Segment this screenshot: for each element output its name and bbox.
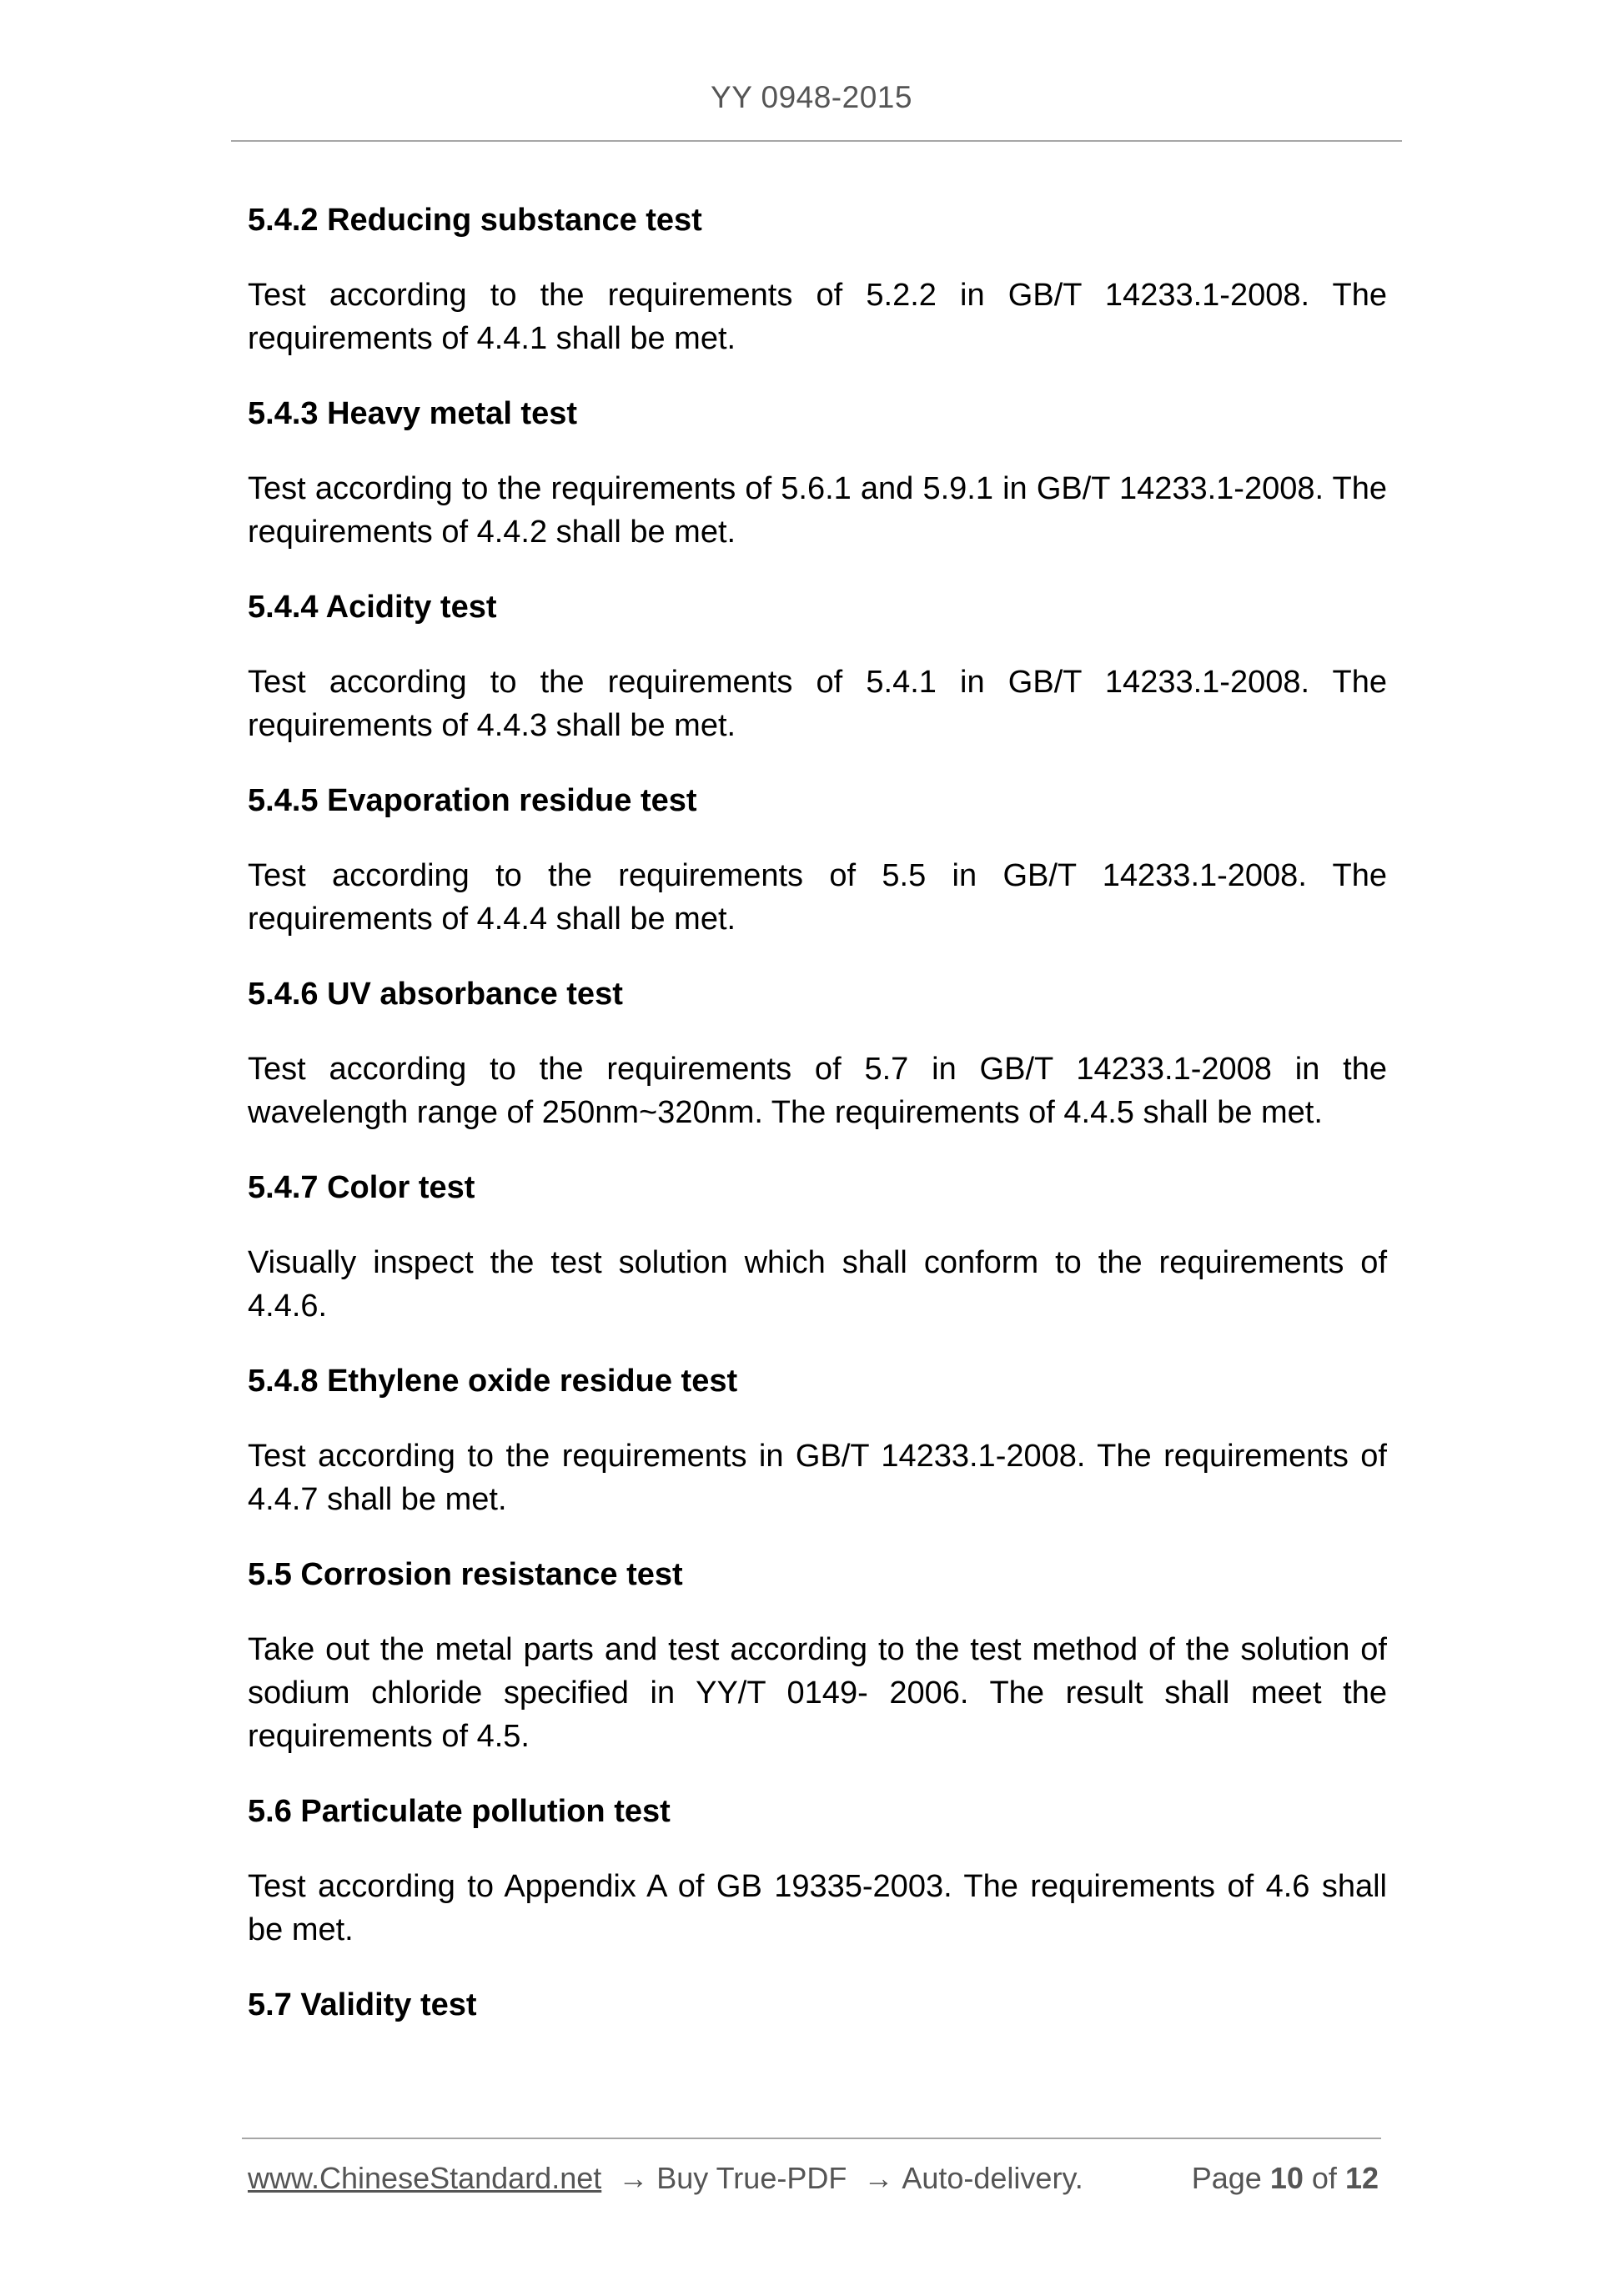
page-total: 12 <box>1344 2161 1379 2195</box>
section-heading: 5.4.2 Reducing substance test <box>248 203 702 238</box>
page-label: Page <box>1191 2161 1262 2195</box>
header-divider <box>231 140 1402 142</box>
section-5-4-6 <box>248 972 1387 1134</box>
section-heading: 5.4.3 Heavy metal test <box>248 396 578 431</box>
section-heading: 5.6 Particulate pollution test <box>248 1794 671 1829</box>
footer-divider <box>242 2138 1381 2139</box>
section-5-6 <box>248 1790 1387 1952</box>
section-paragraph: Test according to the requirements of 5.7 in GB/T 14233.1-2008 in the wavelength range of 250nm~320nm. The requirements of 4.4.5 shall be met. <box>248 1052 1387 1130</box>
section-paragraph: Take out the metal parts and test according to the test method of the solution of sodium chloride specified in YY/T 0149- 2006. The result shall meet the requirements of 4.5. <box>248 1632 1387 1754</box>
section-5-4-5 <box>248 779 1387 941</box>
section-paragraph: Test according to the requirements of 5.5 in GB/T 14233.1-2008. The requirements of 4.4.4 shall be met. <box>248 858 1387 937</box>
arrow-right-icon: → <box>863 2161 894 2195</box>
section-paragraph: Test according to the requirements of 5.2.2 in GB/T 14233.1-2008. The requirements of 4.4.1 shall be met. <box>248 278 1387 356</box>
section-5-5 <box>248 1553 1387 1758</box>
section-heading: 5.4.6 UV absorbance test <box>248 977 623 1012</box>
section-paragraph: Test according to the requirements of 5.4.1 in GB/T 14233.1-2008. The requirements of 4.4.3 shall be met. <box>248 665 1387 743</box>
section-heading: 5.4.7 Color test <box>248 1170 475 1205</box>
section-paragraph: Test according to the requirements of 5.6.1 and 5.9.1 in GB/T 14233.1-2008. The requirements of 4.4.2 shall be met. <box>248 471 1387 550</box>
section-heading: 5.4.8 Ethylene oxide residue test <box>248 1364 738 1399</box>
website-link[interactable]: www.ChineseStandard.net <box>248 2161 602 2195</box>
section-5-7 <box>248 1983 1387 2027</box>
section-5-4-7 <box>248 1166 1387 1328</box>
document-code-header: YY 0948-2015 <box>711 80 912 114</box>
section-paragraph: Test according to the requirements in GB/T 14233.1-2008. The requirements of 4.4.7 shall be met. <box>248 1439 1387 1517</box>
section-5-4-3 <box>248 392 1387 554</box>
section-5-4-8 <box>248 1359 1387 1521</box>
section-5-4-4 <box>248 585 1387 747</box>
footer-promo <box>248 2158 1083 2198</box>
section-5-4-2 <box>248 198 1387 360</box>
section-paragraph: Test according to Appendix A of GB 19335-2003. The requirements of 4.6 shall be met. <box>248 1869 1387 1947</box>
page-current: 10 <box>1269 2161 1304 2195</box>
buy-true-pdf-text: Buy True-PDF <box>656 2161 847 2195</box>
of-label: of <box>1311 2161 1337 2195</box>
section-heading: 5.7 Validity test <box>248 1987 477 2022</box>
section-heading: 5.5 Corrosion resistance test <box>248 1557 683 1592</box>
section-heading: 5.4.4 Acidity test <box>248 590 497 625</box>
section-paragraph: Visually inspect the test solution which shall conform to the requirements of 4.4.6. <box>248 1245 1387 1324</box>
page-number <box>1192 2158 1379 2198</box>
arrow-right-icon: → <box>618 2161 649 2195</box>
page-content <box>248 198 1387 2058</box>
auto-delivery-text: Auto-delivery. <box>902 2161 1083 2195</box>
section-heading: 5.4.5 Evaporation residue test <box>248 783 697 818</box>
